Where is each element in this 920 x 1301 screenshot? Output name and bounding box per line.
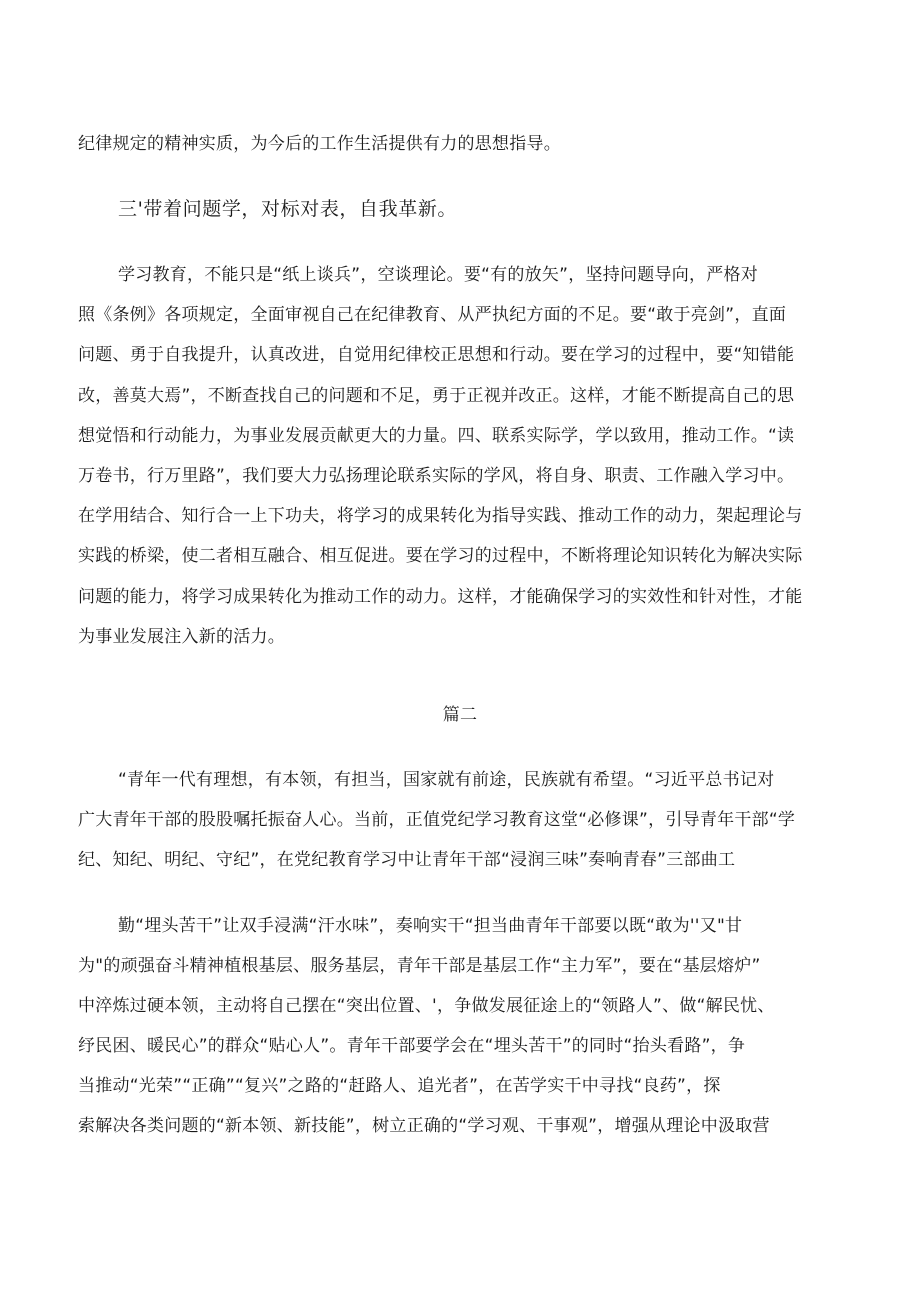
part-2-b-line-5: 当推动“光荣”“正确”“复兴”之路的“赶路人、追光者”，在苦学实干中寻找“良药”，探 [78,1076,721,1096]
part-2-title: 篇二 [442,705,478,725]
section-3-line-1: 学习教育，不能只是“纸上谈兵”，空谈理论。要“有的放矢”，坚持问题导向，严格对 [118,265,758,285]
section-3-line-4: 改，善莫大焉”，不断查找自己的问题和不足，勇于正视并改正。这样，才能不断提高自己的思 [78,386,795,406]
part-2-b-line-6: 索解决各类问题的“新本领、新技能”，树立正确的“学习观、干事观”，增强从理论中汲取营 [78,1116,770,1136]
part-2-a-line-3: 纪、知纪、明纪、守纪”，在党纪教育学习中让青年干部“浸润三味”奏响青春”三部曲工 [78,850,736,870]
section-3-line-3: 问题、勇于自我提升，认真改进，自觉用纪律校正思想和行动。要在学习的过程中，要“知错能 [78,345,795,365]
section-3-line-2: 照《条例》各项规定，全面审视自己在纪律教育、从严执纪方面的不足。要“敢于亮剑”，直面 [78,305,787,325]
intro-line-1: 纪律规定的精神实质，为今后的工作生活提供有力的思想指导。 [78,134,561,154]
section-3-line-6: 万卷书，行万里路”，我们要大力弘扬理论联系实际的学风，将自身、职责、工作融入学习中。 [78,466,795,486]
part-2-a-line-1: “青年一代有理想，有本领，有担当，国家就有前途，民族就有希望。“习近平总书记对 [118,770,775,790]
section-3-line-7: 在学用结合、知行合一上下功夫，将学习的成果转化为指导实践、推动工作的动力，架起理论与 [78,506,803,526]
part-2-b-line-1: 勤“埋头苦干”让双手浸满“汗水味”，奏响实干“担当曲青年干部要以既“敢为''又"甘 [118,916,743,936]
section-3-line-9: 问题的能力，将学习成果转化为推动工作的动力。这样，才能确保学习的实效性和针对性，才能 [78,587,803,607]
section-3-line-5: 想觉悟和行动能力，为事业发展贡献更大的力量。四、联系实际学，学以致用，推动工作。“读 [78,426,795,446]
part-2-b-line-2: 为"的顽强奋斗精神植根基层、服务基层，青年干部是基层工作“主力军”，要在“基层熔炉” [78,956,761,976]
part-2-a-line-2: 广大青年干部的股股嘱托振奋人心。当前，正值党纪学习教育这堂“必修课”，引导青年干部“学 [78,810,796,830]
section-3-line-10: 为事业发展注入新的活力。 [78,627,285,647]
section-3-heading: 三'带着问题学，对标对表，自我革新。 [118,198,458,220]
part-2-b-line-3: 中淬炼过硬本领，主动将自己摆在“突出位置、'，争做发展征途上的“领路人”、做“解民忧、 [78,996,775,1016]
section-3-line-8: 实践的桥梁，使二者相互融合、相互促进。要在学习的过程中，不断将理论知识转化为解决实际 [78,546,803,566]
part-2-b-line-4: 纾民困、暖民心”的群众“贴心人”。青年干部要学会在“埋头苦干”的同时“抬头看路”，争 [78,1036,746,1056]
